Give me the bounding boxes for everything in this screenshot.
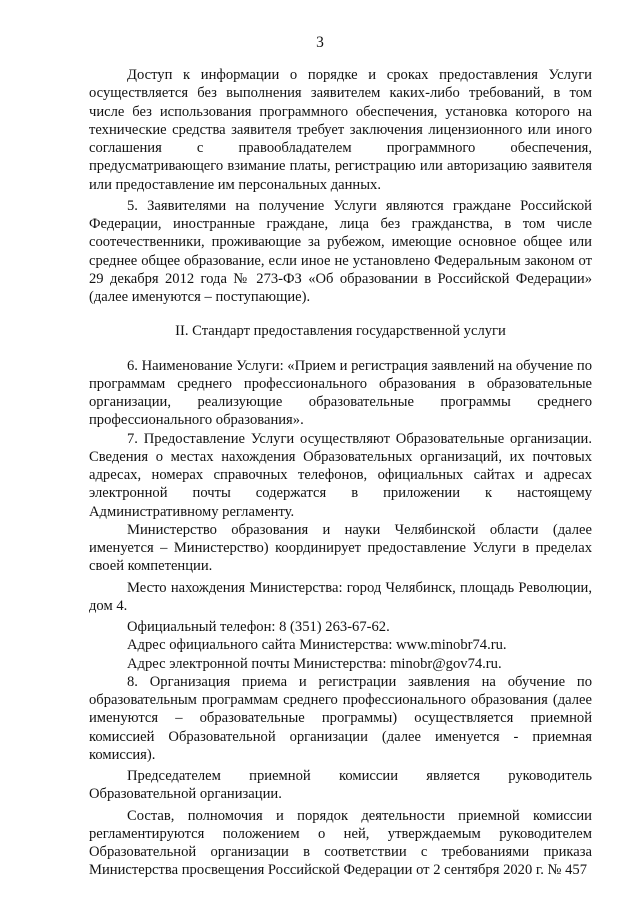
page-number: 3	[316, 34, 324, 51]
paragraph-ministry-phone: Официальный телефон: 8 (351) 263-67-62.	[127, 619, 390, 635]
paragraph-ministry-location: Место нахождения Министерства: город Челябинск, площадь Революции, дом 4.	[89, 579, 592, 614]
paragraph-ministry-website: Адрес официального сайта Министерства: www.minobr74.ru.	[127, 637, 507, 654]
paragraph-7-providers: 7. Предоставление Услуги осуществляют Образовательные организации. Сведения о местах нахождения Образовательных организаций, их почтовых адресах, номерах справочных телефонов, официальных сайтах и адресах электронной почты содержатся в приложении к настоящему Административному регламенту.	[89, 430, 592, 520]
paragraph-access-info: Доступ к информации о порядке и сроках предоставления Услуги осуществляется без выполнения заявителем каких-либо требований, в том числе без использования программного обеспечения, установка которого на технические средства заявителя требует заключения лицензионного или иного соглашения с правообладателем программного обеспечения, предусматривающего взимание платы, регистрацию или авторизацию заявителя или предоставление им персональных данных.	[89, 67, 592, 193]
paragraph-commission-composition: Состав, полномочия и порядок деятельности приемной комиссии регламентируются положением о ней, утверждаемым руководителем Образовательной организации в соответствии с требованиями приказа Министерства просвещения Российской Федерации от 2 сентября 2020 г. № 457	[89, 807, 592, 879]
section-heading: II. Стандарт предоставления государственной услуги	[175, 323, 506, 340]
paragraph-ministry-coordination: Министерство образования и науки Челябинской области (далее именуется – Министерство) координирует предоставление Услуги в пределах своей компетенции.	[89, 521, 592, 575]
paragraph-6-service-name: 6. Наименование Услуги: «Прием и регистрация заявлений на обучение по программам среднего профессионального образования в образовательные организации, реализующие образовательные программы среднего профессионального образования».	[89, 357, 592, 429]
paragraph-ministry-email: Адрес электронной почты Министерства: minobr@gov74.ru.	[127, 655, 502, 672]
paragraph-5-applicants: 5. Заявителями на получение Услуги являются граждане Российской Федерации, иностранные граждане, лица без гражданства, в том числе соотечественники, проживающие за рубежом, имеющие основное общее или среднее общее образование, если иное не установлено Федеральным законом от 29 декабря 2012 года № 273-ФЗ «Об образовании в Российской Федерации» (далее именуются – поступающие).	[89, 197, 592, 305]
paragraph-8-admission: 8. Организация приема и регистрации заявления на обучение по образовательным программам среднего профессионального образования (далее именуются – образовательные программы) осуществляется приемной комиссией Образовательной организации (далее именуется - приемная комиссия).	[89, 673, 592, 763]
document-body	[89, 66, 592, 880]
paragraph-commission-chair: Председателем приемной комиссии является руководитель Образовательной организации.	[89, 768, 592, 803]
